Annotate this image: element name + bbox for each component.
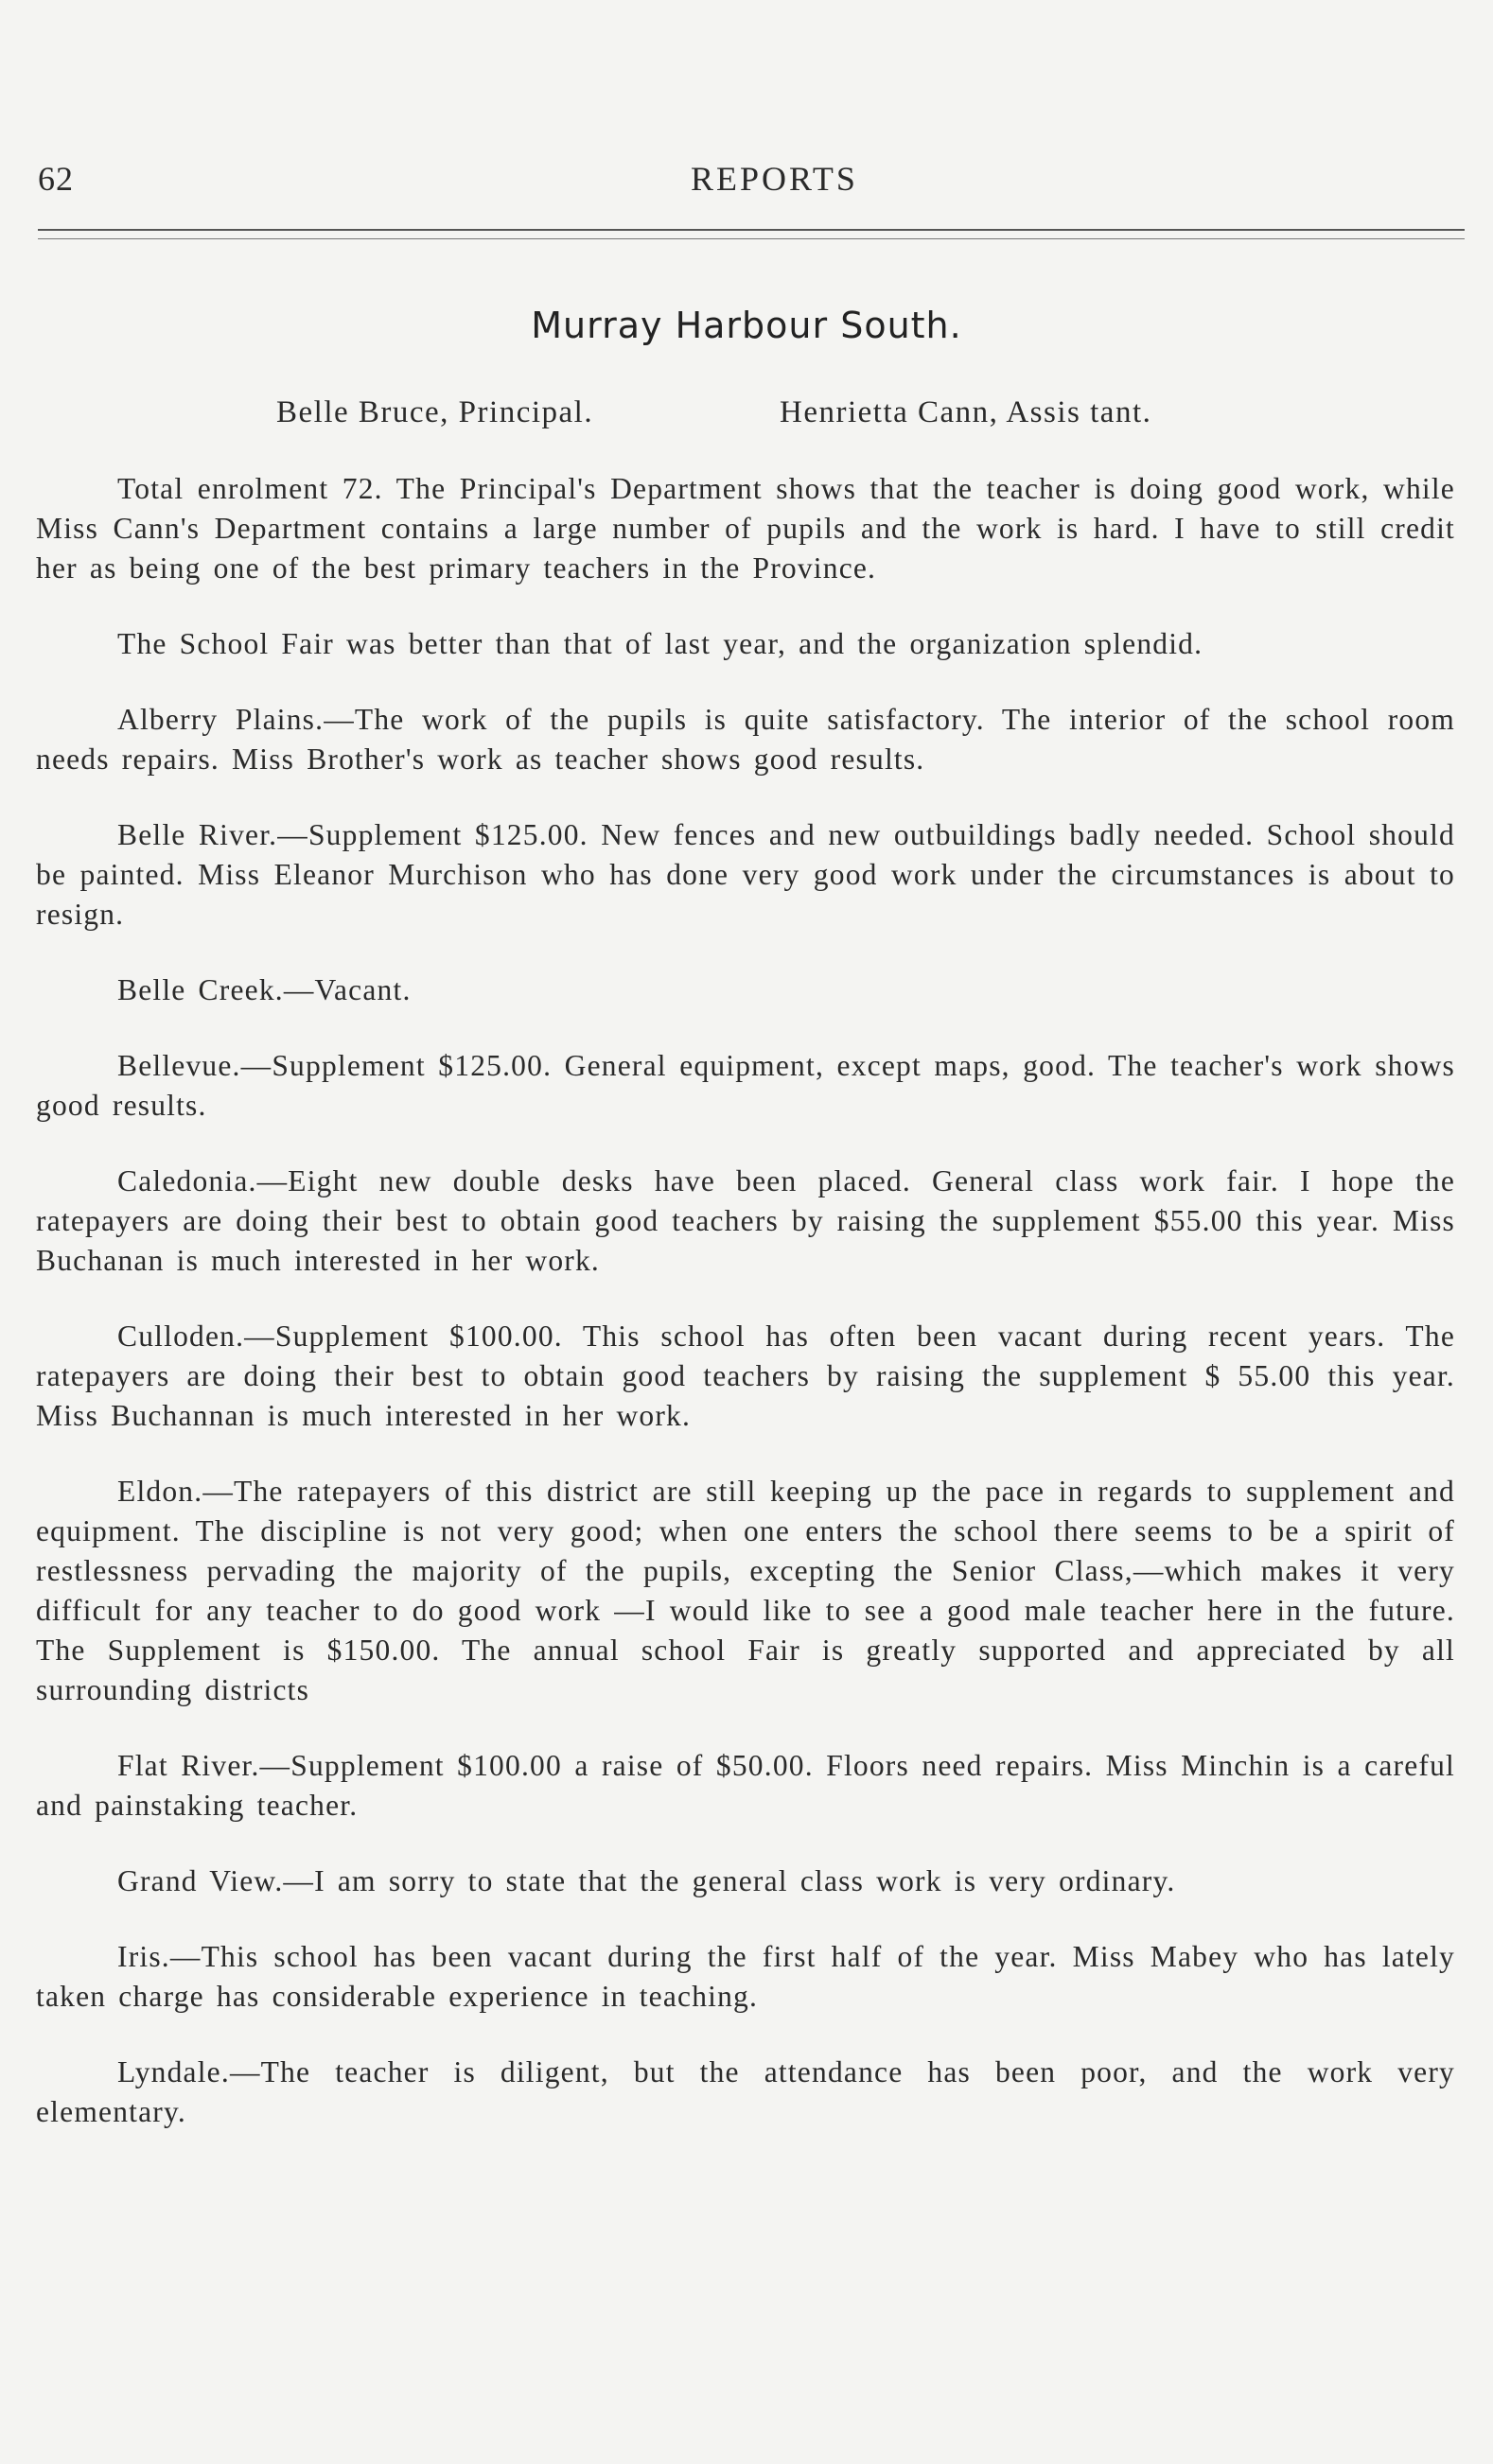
header-rule-thin	[38, 238, 1465, 239]
paragraph-bellevue: Bellevue.—Supplement $125.00. General equipment, except maps, good. The teacher's work shows good results.	[36, 1049, 1455, 1122]
page-number: 62	[38, 160, 74, 198]
paragraph-lyndale: Lyndale.—The teacher is diligent, but the attendance has been poor, and the work very elementary.	[36, 2055, 1455, 2128]
running-head	[38, 159, 1457, 206]
paragraph-school-fair: The School Fair was better than that of last year, and the organization splendid.	[117, 627, 1203, 660]
paragraph-alberry-plains: Alberry Plains.—The work of the pupils is quite satisfactory. The interior of the school room needs repairs. Miss Brother's work as teacher shows good results.	[36, 703, 1455, 776]
paragraph-grand-view: Grand View.—I am sorry to state that the general class work is very ordinary.	[117, 1864, 1176, 1897]
assistant-name: Henrietta Cann, Assis tant.	[780, 395, 1152, 429]
paragraph-flat-river: Flat River.—Supplement $100.00 a raise of $50.00. Floors need repairs. Miss Minchin is a careful and painstaking teacher.	[36, 1749, 1455, 1822]
principal-name: Belle Bruce, Principal.	[276, 395, 594, 429]
paragraph-eldon: Eldon.—The ratepayers of this district are still keeping up the pace in regards to supplement and equipment. The discipline is not very good; when one enters the school there seems to be a spirit of restlessness pervading the majority of the pupils, excepting the Senior Class,—which makes it very difficult for any teacher to do good work —I would like to see a good male teacher here in the future. The Supplement is $150.00. The annual school Fair is greatly supported and appreciated by all surrounding districts	[36, 1475, 1455, 1706]
paragraph-belle-creek: Belle Creek.—Vacant.	[117, 973, 412, 1006]
paragraph-caledonia: Caledonia.—Eight new double desks have been placed. General class work fair. I hope the ratepayers are doing their best to obtain good teachers by raising the supplement $55.00 this year. Miss Buchanan is much interested in her work.	[36, 1164, 1455, 1277]
running-title: REPORTS	[691, 160, 858, 198]
paragraph-belle-river: Belle River.—Supplement $125.00. New fences and new outbuildings badly needed. School should be painted. Miss Eleanor Murchison who has done very good work under the circumstances is about to resign.	[36, 818, 1455, 931]
paragraph-iris: Iris.—This school has been vacant during the first half of the year. Miss Mabey who has lately taken charge has considerable experience in teaching.	[36, 1940, 1455, 2013]
paragraph-enrolment: Total enrolment 72. The Principal's Department shows that the teacher is doing good work, while Miss Cann's Department contains a large number of pupils and the work is hard. I have to still credit her as being one of the best primary teachers in the Province.	[36, 472, 1455, 585]
header-rule	[38, 229, 1465, 231]
section-title: Murray Harbour South.	[531, 305, 962, 346]
report-body	[36, 469, 1455, 2168]
paragraph-culloden: Culloden.—Supplement $100.00. This school has often been vacant during recent years. The ratepayers are doing their best to obtain good teachers by raising the supplement $ 55.00 this year. Miss Buchannan is much interested in her work.	[36, 1319, 1455, 1432]
